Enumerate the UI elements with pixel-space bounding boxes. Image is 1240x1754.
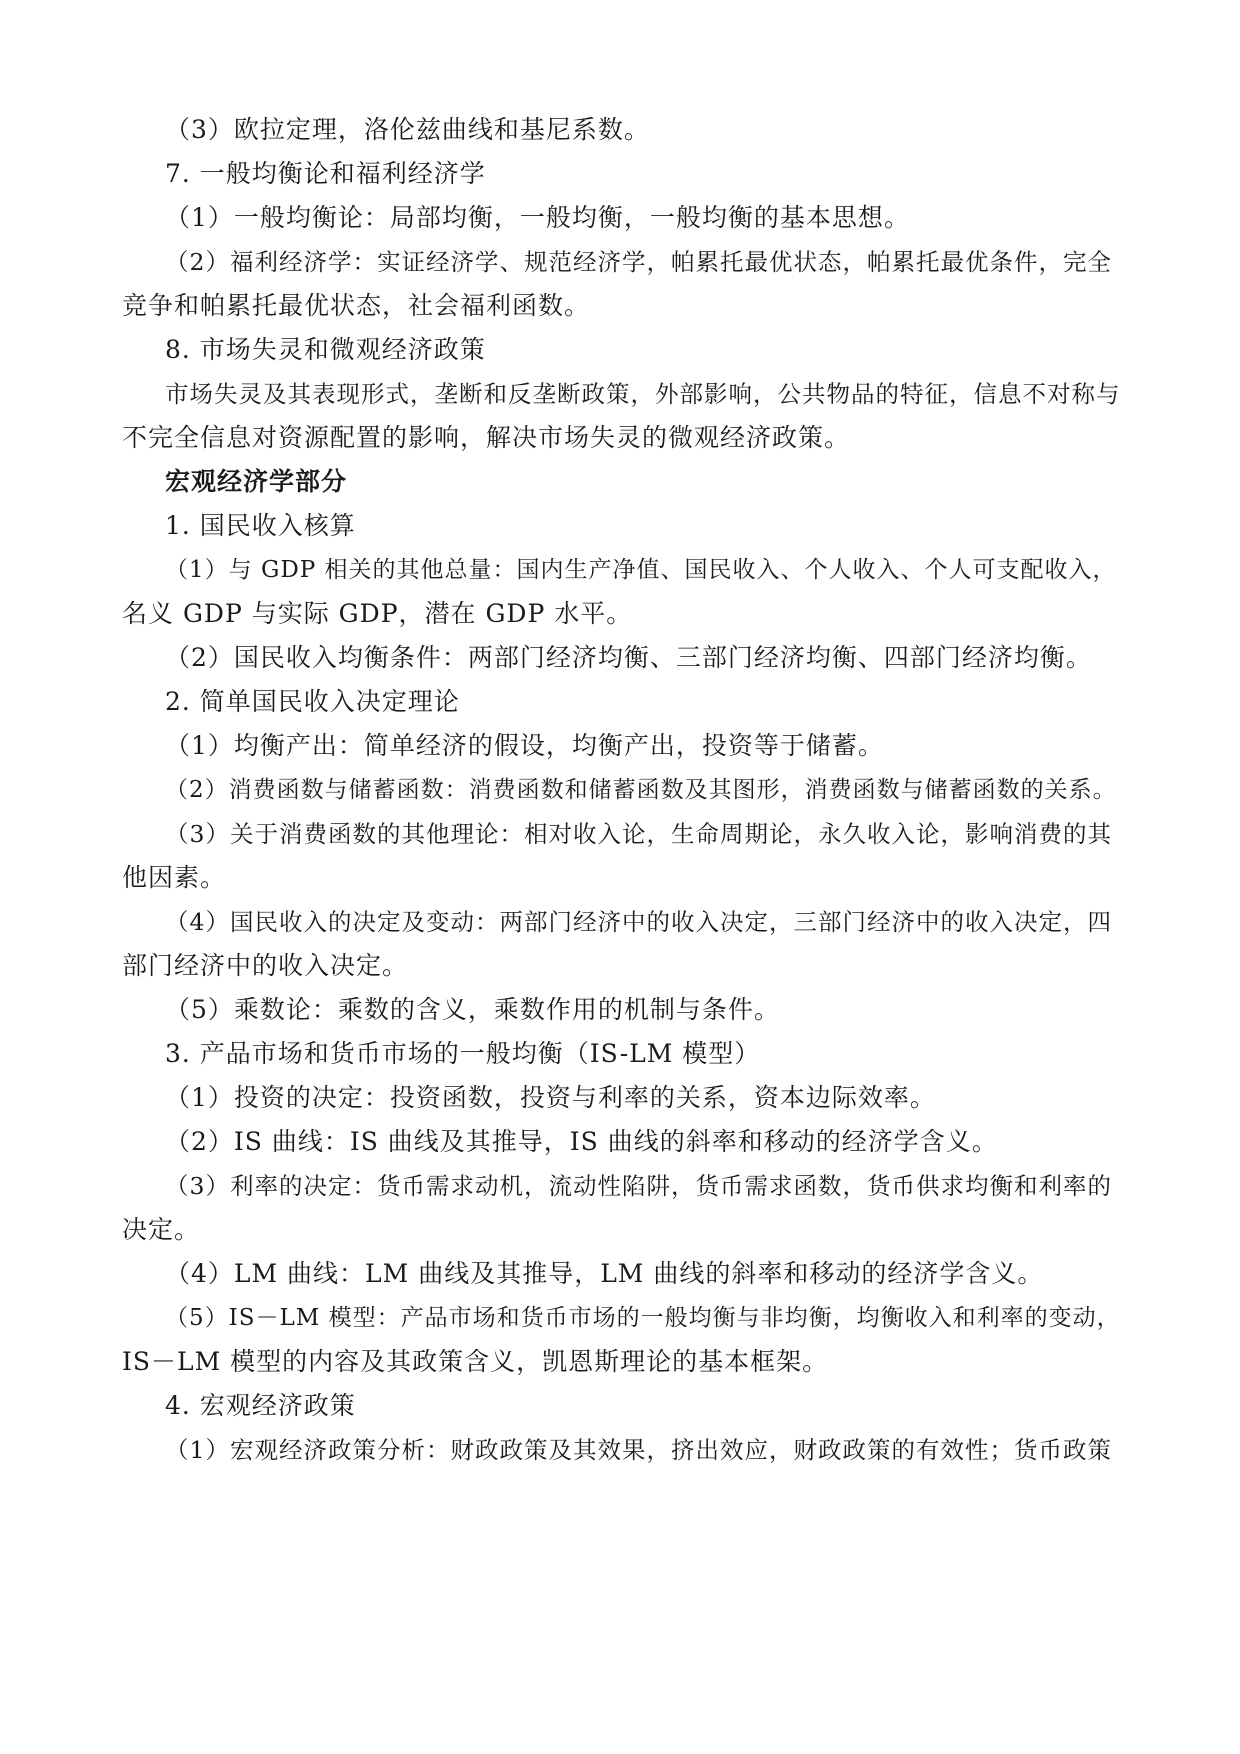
section-heading: 1. 国民收入核算 [165, 511, 356, 540]
text-line: 市场失灵及其表现形式，垄断和反垄断政策，外部影响，公共物品的特征，信息不对称与 [165, 380, 1121, 408]
text-line: （5）IS－LM 模型：产品市场和货币市场的一般均衡与非均衡，均衡收入和利率的变动， [165, 1305, 1121, 1331]
text-line: （4）国民收入的决定及变动：两部门经济中的收入决定，三部门经济中的收入决定，四 [165, 908, 1112, 936]
text-line: （2）国民收入均衡条件：两部门经济均衡、三部门经济均衡、四部门经济均衡。 [165, 643, 1092, 672]
text-line: 竞争和帕累托最优状态，社会福利函数。 [122, 291, 591, 320]
text-line: （2）IS 曲线：IS 曲线及其推导，IS 曲线的斜率和移动的经济学含义。 [165, 1127, 998, 1156]
text-line: 名义 GDP 与实际 GDP，潜在 GDP 水平。 [122, 599, 633, 628]
section-heading: 2. 简单国民收入决定理论 [165, 687, 460, 716]
text-line: 部门经济中的收入决定。 [122, 951, 409, 980]
text-line: （1）与 GDP 相关的其他总量：国内生产净值、国民收入、个人收入、个人可支配收入， [165, 557, 1117, 583]
section-heading: 3. 产品市场和货币市场的一般均衡（IS-LM 模型） [165, 1039, 761, 1068]
text-line: （2）消费函数与储蓄函数：消费函数和储蓄函数及其图形，消费函数与储蓄函数的关系。 [165, 777, 1117, 803]
section-heading: 7. 一般均衡论和福利经济学 [165, 159, 486, 188]
text-line: （5）乘数论：乘数的含义，乘数作用的机制与条件。 [165, 995, 780, 1024]
text-line: （1）均衡产出：简单经济的假设，均衡产出，投资等于储蓄。 [165, 731, 884, 760]
part-heading: 宏观经济学部分 [165, 467, 348, 496]
text-line: （3）关于消费函数的其他理论：相对收入论，生命周期论，永久收入论，影响消费的其 [165, 820, 1112, 848]
text-line: IS－LM 模型的内容及其政策含义，凯恩斯理论的基本框架。 [122, 1347, 829, 1376]
section-heading: 4. 宏观经济政策 [165, 1391, 356, 1420]
text-line: 他因素。 [122, 863, 227, 892]
text-line: 决定。 [122, 1215, 201, 1244]
section-heading: 8. 市场失灵和微观经济政策 [165, 335, 486, 364]
text-line: （3）利率的决定：货币需求动机，流动性陷阱，货币需求函数，货币供求均衡和利率的 [165, 1172, 1112, 1200]
text-line: （1）宏观经济政策分析：财政政策及其效果，挤出效应，财政政策的有效性；货币政策 [165, 1436, 1112, 1464]
text-line: （2）福利经济学：实证经济学、规范经济学，帕累托最优状态，帕累托最优条件，完全 [165, 248, 1112, 276]
text-line: （4）LM 曲线：LM 曲线及其推导，LM 曲线的斜率和移动的经济学含义。 [165, 1259, 1044, 1288]
text-line: （3）欧拉定理，洛伦兹曲线和基尼系数。 [165, 115, 650, 144]
text-line: （1）投资的决定：投资函数，投资与利率的关系，资本边际效率。 [165, 1083, 936, 1112]
text-line: （1）一般均衡论：局部均衡，一般均衡，一般均衡的基本思想。 [165, 203, 910, 232]
text-line: 不完全信息对资源配置的影响，解决市场失灵的微观经济政策。 [122, 423, 851, 452]
